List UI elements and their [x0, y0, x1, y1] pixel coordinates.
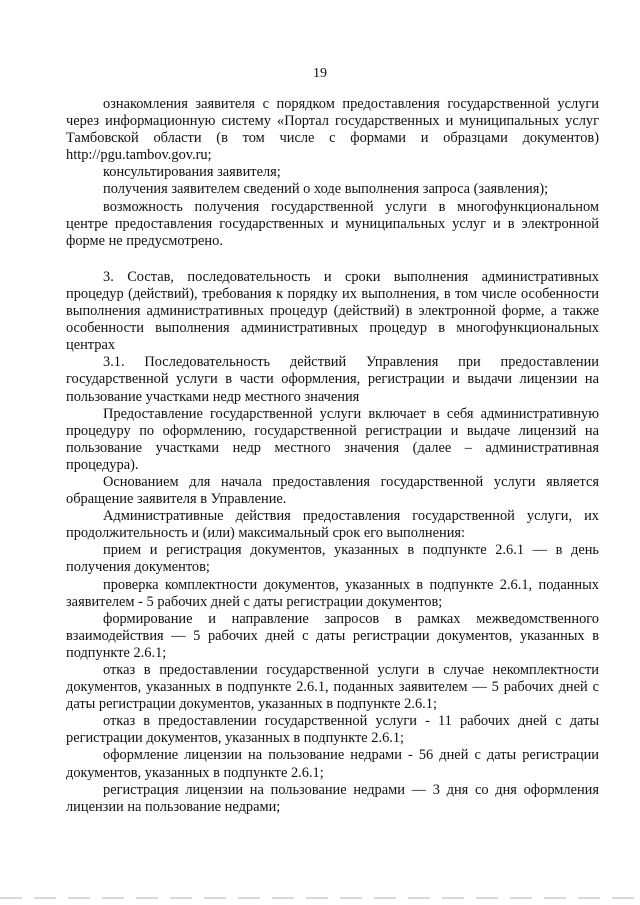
paragraph-mfc-not-provided: возможность получения государственной услуги в многофункциональном центре предоставления государственных и муниципальных услуг и в электронной форме не предусмотрено.: [66, 198, 599, 249]
scan-artifact-line: [0, 897, 640, 899]
page-number: 19: [313, 66, 327, 81]
section-3-1-heading: 3.1. Последовательность действий Управления при предоставлении государственной услуги в части оформления, регистрации и выдачи лицензии на пользование участками недр местного значения: [66, 354, 599, 405]
list-item-interagency-requests: формирование и направление запросов в рамках межведомственного взаимодействия — 5 рабочих дней с даты регистрации документов, указанных в подпункте 2.6.1;: [66, 610, 599, 661]
paragraph-consultation: консультирования заявителя;: [103, 164, 281, 181]
list-item-license-issuance: оформление лицензии на пользование недрами - 56 дней с даты регистрации документов, указанных в подпункте 2.6.1;: [66, 747, 599, 781]
list-item-refusal: отказ в предоставлении государственной услуги - 11 рабочих дней с даты регистрации документов, указанных в подпункте 2.6.1;: [66, 713, 599, 747]
paragraph-portal-familiarization: ознакомления заявителя с порядком предоставления государственной услуги через информационную систему «Портал государственных и муниципальных услуг Тамбовской области (в том числе с формами и образцами документов) http://pgu.tambov.gov.ru;: [66, 96, 599, 164]
list-item-refusal-incomplete: отказ в предоставлении государственной услуги в случае некомплектности документов, указанных в подпункте 2.6.1, поданных заявителем — 5 рабочих дней с даты регистрации документов, указанных в подпункте 2.6.1;: [66, 662, 599, 713]
list-item-reception: прием и регистрация документов, указанных в подпункте 2.6.1 — в день получения документов;: [66, 542, 599, 576]
document-body: [66, 96, 599, 816]
list-item-completeness-check: проверка комплектности документов, указанных в подпункте 2.6.1, поданных заявителем - 5 рабочих дней с даты регистрации документов;: [66, 576, 599, 610]
paragraph-basis: Основанием для начала предоставления государственной услуги является обращение заявителя в Управление.: [66, 473, 599, 508]
list-item-license-registration: регистрация лицензии на пользование недрами — 3 дня со дня оформления лицензии на пользование недрами;: [66, 781, 599, 815]
paragraph-admin-actions: Административные действия предоставления государственной услуги, их продолжительность и (или) максимальный срок его выполнения:: [66, 508, 599, 542]
section-3-heading: 3. Состав, последовательность и сроки выполнения административных процедур (действий), требования к порядку их выполнения, в том числе особенности выполнения административных процедур (действий) в электронной форме, а также особенности выполнения административных процедур в многофункциональных центрах: [66, 268, 599, 354]
paragraph-request-status: получения заявителем сведений о ходе выполнения запроса (заявления);: [103, 181, 549, 198]
paragraph-service-includes: Предоставление государственной услуги включает в себя административную процедуру по оформлению, государственной регистрации и выдаче лицензий на пользование участками недр местного значения (далее – административная процедура).: [66, 405, 599, 473]
